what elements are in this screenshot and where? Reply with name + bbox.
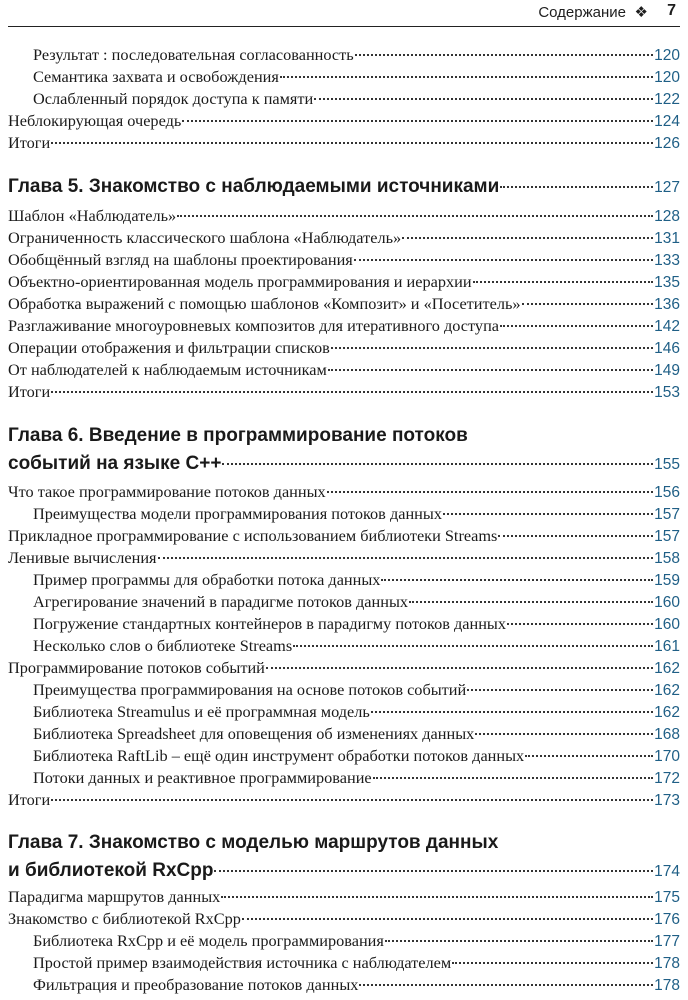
toc-entry-title: Простой пример взаимодействия источника с наблюдателем <box>33 953 452 972</box>
toc-entry-title: От наблюдателей к наблюдаемым источникам <box>8 360 327 379</box>
toc-entry-title: Семантика захвата и освобождения <box>33 67 279 86</box>
toc-entry-page: 173 <box>654 792 680 809</box>
leader-dots <box>280 76 653 78</box>
toc-entry-title: Парадигма маршрутов данных <box>8 887 221 906</box>
chapter-title: событий на языке C++ <box>8 453 222 474</box>
toc-entry[interactable] <box>8 110 680 132</box>
toc-entry-page: 136 <box>654 296 680 313</box>
toc-entry-page: 126 <box>654 135 680 152</box>
leader-dots <box>452 962 653 964</box>
toc-entry-title: Погружение стандартных контейнеров в парадигму потоков данных <box>33 614 506 633</box>
toc-entry[interactable] <box>8 271 680 293</box>
leader-dots <box>409 601 653 603</box>
toc-entry-page: 159 <box>654 572 680 589</box>
toc-entry-title: Преимущества модели программирования потоков данных <box>33 504 442 523</box>
toc-entry-title: Неблокирующая очередь <box>8 111 182 130</box>
leader-dots <box>354 259 653 261</box>
toc-entry-page: 178 <box>654 955 680 972</box>
leader-dots <box>475 733 653 735</box>
toc-entry[interactable] <box>33 930 680 952</box>
toc-entry-page: 124 <box>654 113 680 130</box>
toc-entry-page: 128 <box>654 208 680 225</box>
leader-dots <box>214 870 653 872</box>
toc-entry[interactable] <box>8 525 680 547</box>
toc-entry[interactable] <box>8 359 680 381</box>
toc-entry-page: 120 <box>654 47 680 64</box>
toc-entry-page: 131 <box>654 230 680 247</box>
toc-entry-page: 156 <box>654 484 680 501</box>
toc-entry-page: 120 <box>654 69 680 86</box>
toc-entry-title: Знакомство с библиотекой RxCpp <box>8 909 241 928</box>
leader-dots <box>314 98 653 100</box>
toc-entry-title: Разглаживание многоуровневых композитов для итеративного доступа <box>8 316 500 335</box>
leader-dots <box>402 237 653 239</box>
toc-entry-page: 127 <box>654 179 680 196</box>
leader-dots <box>158 557 654 559</box>
toc-entry[interactable] <box>8 315 680 337</box>
toc-entry-page: 177 <box>654 933 680 950</box>
toc-entry-title: Прикладное программирование с использованием библиотеки Streams <box>8 526 498 545</box>
leader-dots <box>522 303 654 305</box>
leader-dots <box>355 54 653 56</box>
toc-entry[interactable] <box>33 66 680 88</box>
leader-dots <box>327 491 653 493</box>
toc-entry-title: Библиотека RxCpp и её модель программирования <box>33 931 384 950</box>
toc-entry[interactable] <box>8 249 680 271</box>
toc-entry-title: Что такое программирование потоков данных <box>8 482 326 501</box>
toc-entry[interactable] <box>8 886 680 908</box>
toc-entry-title: Обобщённый взгляд на шаблоны проектирования <box>8 250 353 269</box>
chapter-title-line-1[interactable]: Глава 6. Введение в программирование потоков <box>8 425 468 446</box>
toc-entry-page: 178 <box>654 977 680 994</box>
toc-entry-title: Операции отображения и фильтрации списков <box>8 338 330 357</box>
toc-entry[interactable] <box>33 569 680 591</box>
chapter-title: Глава 5. Знакомство с наблюдаемыми источниками <box>8 176 500 197</box>
toc-entry-page: 155 <box>654 456 680 473</box>
toc-entry[interactable] <box>33 701 680 723</box>
toc-entry-page: 135 <box>654 274 680 291</box>
toc-entry[interactable] <box>33 723 680 745</box>
toc-entry[interactable] <box>8 908 680 930</box>
toc-entry[interactable] <box>8 227 680 249</box>
toc-entry[interactable] <box>8 789 680 811</box>
toc-entry-title: Итоги <box>8 382 51 401</box>
running-header <box>8 0 680 27</box>
toc-entry-title: Программирование потоков событий <box>8 658 265 677</box>
toc-entry[interactable] <box>8 205 680 227</box>
leader-dots <box>328 369 653 371</box>
toc-entry[interactable] <box>33 974 680 996</box>
toc-entry-page: 133 <box>654 252 680 269</box>
chapter-title-line-1[interactable]: Глава 7. Знакомство с моделью маршрутов данных <box>8 832 499 853</box>
toc-entry-page: 157 <box>654 528 680 545</box>
toc-entry[interactable] <box>8 481 680 503</box>
toc-entry-page: 162 <box>654 682 680 699</box>
leader-dots <box>467 689 653 691</box>
toc-entry[interactable] <box>8 132 680 154</box>
toc-entry[interactable] <box>33 635 680 657</box>
toc-entry-title: Библиотека RaftLib – ещё один инструмент обработки потоков данных <box>33 746 525 765</box>
toc-entry-title: Фильтрация и преобразование потоков данных <box>33 975 359 994</box>
toc-entry-page: 174 <box>654 863 680 880</box>
leader-dots <box>359 984 653 986</box>
toc-entry-title: Библиотека Spreadsheet для оповещения об изменениях данных <box>33 724 475 743</box>
toc-entry-title: Ленивые вычисления <box>8 548 157 567</box>
toc-entry[interactable] <box>8 337 680 359</box>
toc-entry[interactable] <box>33 613 680 635</box>
leader-dots <box>371 711 653 713</box>
leader-dots <box>381 579 653 581</box>
diamond-separator-icon: ❖ <box>634 4 648 21</box>
leader-dots <box>443 513 653 515</box>
leader-dots <box>525 755 653 757</box>
leader-dots <box>473 281 654 283</box>
toc-entry-title: Ослабленный порядок доступа к памяти <box>33 89 314 108</box>
toc-entry-title: Итоги <box>8 133 51 152</box>
toc-entry[interactable] <box>8 381 680 403</box>
leader-dots <box>385 940 653 942</box>
toc-entry[interactable] <box>33 679 680 701</box>
leader-dots <box>242 918 653 920</box>
toc-entry[interactable] <box>33 88 680 110</box>
leader-dots <box>500 325 653 327</box>
toc-entry-page: 170 <box>654 748 680 765</box>
leader-dots <box>266 667 653 669</box>
toc-entry[interactable] <box>8 657 680 679</box>
leader-dots <box>51 142 653 144</box>
toc-entry-page: 161 <box>654 638 680 655</box>
toc-entry[interactable] <box>33 767 680 789</box>
toc-entry-title: Объектно-ориентированная модель программирования и иерархии <box>8 272 472 291</box>
toc-chapter-heading[interactable] <box>8 451 680 477</box>
toc-entry-title: Обработка выражений с помощью шаблонов «Композит» и «Посетитель» <box>8 294 521 313</box>
running-header-title: Содержание <box>538 4 626 21</box>
toc-entry[interactable] <box>33 745 680 767</box>
leader-dots <box>507 623 653 625</box>
toc-entry-page: 142 <box>654 318 680 335</box>
leader-dots <box>51 799 653 801</box>
toc-entry-title: Шаблон «Наблюдатель» <box>8 206 177 225</box>
leader-dots <box>293 645 653 647</box>
toc-entry-page: 176 <box>654 911 680 928</box>
toc-entry-page: 162 <box>654 704 680 721</box>
leader-dots <box>500 186 653 188</box>
toc-entry-title: Итоги <box>8 790 51 809</box>
toc-entry-title: Потоки данных и реактивное программирование <box>33 768 372 787</box>
toc-entry-title: Библиотека Streamulus и её программная модель <box>33 702 370 721</box>
leader-dots <box>182 120 653 122</box>
leader-dots <box>221 896 653 898</box>
leader-dots <box>331 347 653 349</box>
toc-entry-title: Несколько слов о библиотеке Streams <box>33 636 293 655</box>
toc-entry-page: 162 <box>654 660 680 677</box>
toc-entry-page: 168 <box>654 726 680 743</box>
toc-entry-page: 157 <box>654 506 680 523</box>
page-number: 7 <box>667 2 676 19</box>
leader-dots <box>51 391 653 393</box>
toc-entry-title: Пример программы для обработки потока данных <box>33 570 381 589</box>
toc-entry-page: 146 <box>654 340 680 357</box>
toc-entry-page: 153 <box>654 384 680 401</box>
toc-entry-title: Преимущества программирования на основе потоков событий <box>33 680 467 699</box>
toc-entry-page: 149 <box>654 362 680 379</box>
toc-entry-page: 158 <box>654 550 680 567</box>
leader-dots <box>222 463 653 465</box>
toc-entry-title: Ограниченность классического шаблона «Наблюдатель» <box>8 228 402 247</box>
toc-entry-title: Агрегирование значений в парадигме потоков данных <box>33 592 409 611</box>
toc-entry[interactable] <box>33 591 680 613</box>
leader-dots <box>177 215 653 217</box>
toc-entry-page: 160 <box>654 616 680 633</box>
toc-chapter-heading[interactable] <box>8 858 680 884</box>
leader-dots <box>373 777 653 779</box>
toc-entry[interactable] <box>33 952 680 974</box>
toc-entry-page: 122 <box>654 91 680 108</box>
toc-entry-page: 172 <box>654 770 680 787</box>
toc-entry[interactable] <box>8 547 680 569</box>
leader-dots <box>498 535 653 537</box>
toc-entry[interactable] <box>33 44 680 66</box>
toc-entry-page: 175 <box>654 889 680 906</box>
toc-entry-page: 160 <box>654 594 680 611</box>
toc-chapter-heading[interactable] <box>8 174 680 200</box>
toc-entry[interactable] <box>33 503 680 525</box>
toc-entry[interactable] <box>8 293 680 315</box>
toc-entry-title: Результат : последовательная согласованность <box>33 45 354 64</box>
chapter-title: и библиотекой RxCpp <box>8 860 214 881</box>
